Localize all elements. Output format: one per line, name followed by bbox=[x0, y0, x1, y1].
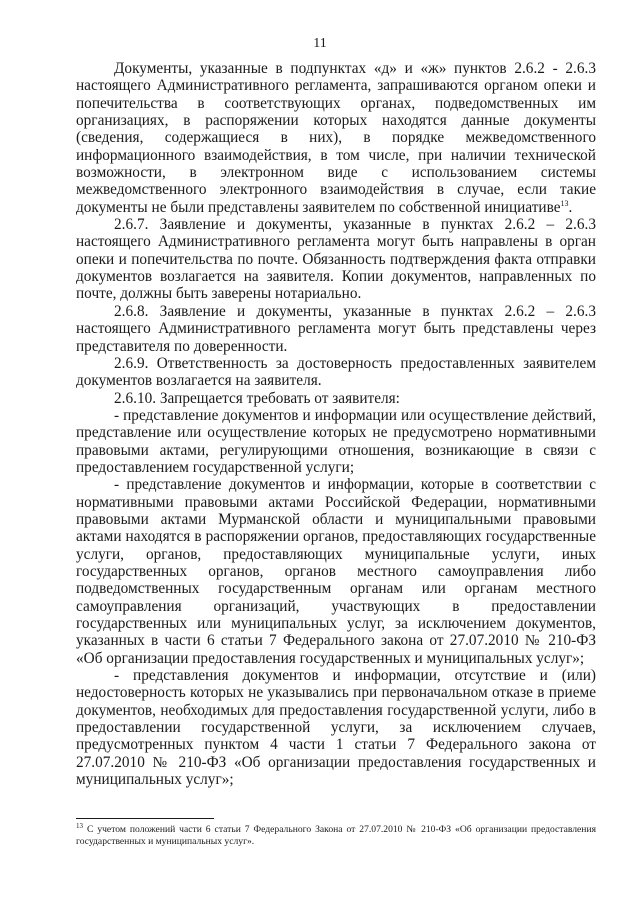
list-item-1: - представление документов и информации или осуществление действий, представление или осуществление которых не предусмотрено нормативными правовыми актами, регулирующими отношения, возникающие в связи с предоставлением государственной услуги; bbox=[76, 406, 596, 476]
paragraph-intro bbox=[76, 60, 596, 216]
footnote bbox=[76, 821, 596, 848]
paragraph-2-6-8: 2.6.8. Заявление и документы, указанные в пунктах 2.6.2 – 2.6.3 настоящего Административного регламента могут быть представлены через представителя по доверенности. bbox=[76, 302, 596, 355]
footnote-number: 13 bbox=[76, 821, 83, 830]
footnote-divider bbox=[76, 818, 214, 819]
list-item-3: - представления документов и информации, отсутствие и (или) недостоверность которых не указывались при первоначальном отказе в приеме документов, необходимых для предоставления государственной услуги, либо в предоставлении государственной услуги, за исключением случаев, предусмотренных пунктом 4 части 1 статьи 7 Федерального закона от 27.07.2010 № 210-ФЗ «Об организации предоставления государственных и муниципальных услуг»; bbox=[76, 667, 596, 789]
page-number: 11 bbox=[313, 36, 327, 51]
paragraph-2-6-9: 2.6.9. Ответственность за достоверность предоставленных заявителем документов возлагается на заявителя. bbox=[76, 354, 596, 390]
paragraph-intro-end: . bbox=[568, 198, 573, 216]
list-item-2: - представление документов и информации, которые в соответствии с нормативными правовыми актами Российской Федерации, нормативными правовыми актами Мурманской области и муниципальными правовыми актами находятся в распоряжении органов, предоставляющих государственные услуги, органов, предоставляющих муниципальные услуги, иных государственных органов, органов местного самоуправления либо подведомственных государственным органам или органам местного самоуправления организаций, участвующих в предоставлении государственных или муниципальных услуг, за исключением документов, указанных в части 6 статьи 7 Федерального закона от 27.07.2010 № 210-ФЗ «Об организации предоставления государственных и муниципальных услуг»; bbox=[76, 476, 596, 667]
footnote-reference: 13 bbox=[560, 198, 569, 208]
paragraph-2-6-10: 2.6.10. Запрещается требовать от заявителя: bbox=[114, 389, 400, 407]
document-body bbox=[76, 60, 596, 788]
paragraph-intro-text: Документы, указанные в подпунктах «д» и «ж» пунктов 2.6.2 - 2.6.3 настоящего Административного регламента, запрашиваются органом опеки и попечительства в соответствующих органах, подведомственных им организациях, в распоряжении которых находятся данные документы (сведения, содержащиеся в них), в порядке межведомственного информационного взаимодействия, в том числе, при наличии технической возможности, в электронном виде с использованием системы межведомственного электронного взаимодействия в случае, если такие документы не были представлены заявителем по собственной инициативе bbox=[76, 60, 596, 216]
footnote-text: С учетом положений части 6 статьи 7 Федерального Закона от 27.07.2010 № 210-ФЗ «Об организации предоставления государственных и муниципальных услуг». bbox=[76, 824, 596, 847]
paragraph-2-6-7: 2.6.7. Заявление и документы, указанные в пунктах 2.6.2 – 2.6.3 настоящего Административного регламента могут быть направлены в орган опеки и попечительства по почте. Обязанность подтверждения факта отправки документов возлагается на заявителя. Копии документов, направленных по почте, должны быть заверены нотариально. bbox=[76, 216, 596, 303]
